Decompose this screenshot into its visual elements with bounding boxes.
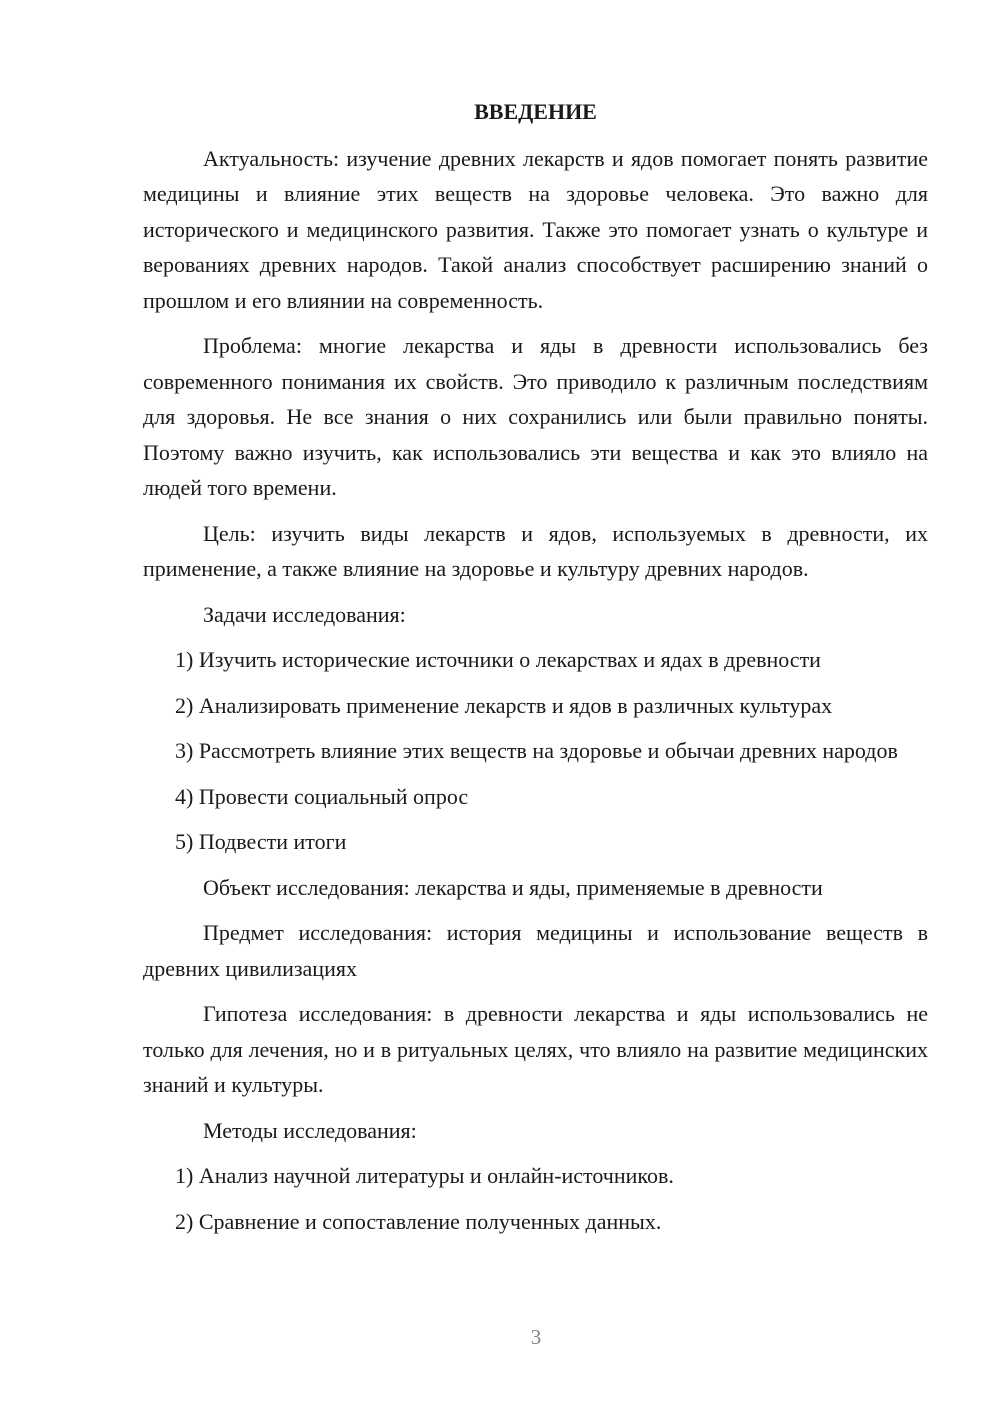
- problem-paragraph: Проблема: многие лекарства и яды в древности использовались без современного понимания их свойств. Это приводило к различным последствиям для здоровья. Не все знания о них сохранились или были правильно поняты. Поэтому важно изучить, как использовались эти вещества и как это влияло на людей того времени.: [143, 333, 928, 500]
- section-title: ВВЕДЕНИЕ: [474, 99, 597, 124]
- task-item: 1) Изучить исторические источники о лекарствах и ядах в древности: [175, 647, 821, 672]
- task-item: 4) Провести социальный опрос: [175, 783, 469, 809]
- hypothesis-paragraph: Гипотеза исследования: в древности лекарства и яды использовались не только для лечения, но и в ритуальных целях, что влияло на развитие медицинских знаний и культуры.: [143, 1001, 928, 1097]
- page-content: [143, 94, 928, 1249]
- method-item: 2) Сравнение и сопоставление полученных данных.: [175, 1208, 662, 1234]
- task-item: 3) Рассмотреть влияние этих веществ на здоровье и обычаи древних народов: [175, 738, 898, 763]
- page-number: 3: [530, 1325, 542, 1349]
- goal-paragraph: Цель: изучить виды лекарств и ядов, используемых в древности, их применение, а также влияние на здоровье и культуру древних народов.: [143, 520, 928, 581]
- relevance-paragraph: Актуальность: изучение древних лекарств и ядов помогает понять развитие медицины и влияние этих веществ на здоровье человека. Это важно для исторического и медицинского развития. Также это помогает узнать о культуре и верованиях древних народов. Такой анализ способствует расширению знаний о прошлом и его влиянии на современность.: [143, 145, 928, 313]
- object-paragraph: Объект исследования: лекарства и яды, применяемые в древности: [203, 874, 823, 900]
- task-item: 5) Подвести итоги: [175, 829, 347, 854]
- tasks-heading: Задачи исследования:: [203, 601, 406, 627]
- subject-paragraph: Предмет исследования: история медицины и использование веществ в древних цивилизациях: [143, 920, 928, 981]
- task-item: 2) Анализировать применение лекарств и ядов в различных культурах: [175, 692, 833, 718]
- methods-heading: Методы исследования:: [203, 1117, 417, 1143]
- method-item: 1) Анализ научной литературы и онлайн-источников.: [175, 1163, 674, 1188]
